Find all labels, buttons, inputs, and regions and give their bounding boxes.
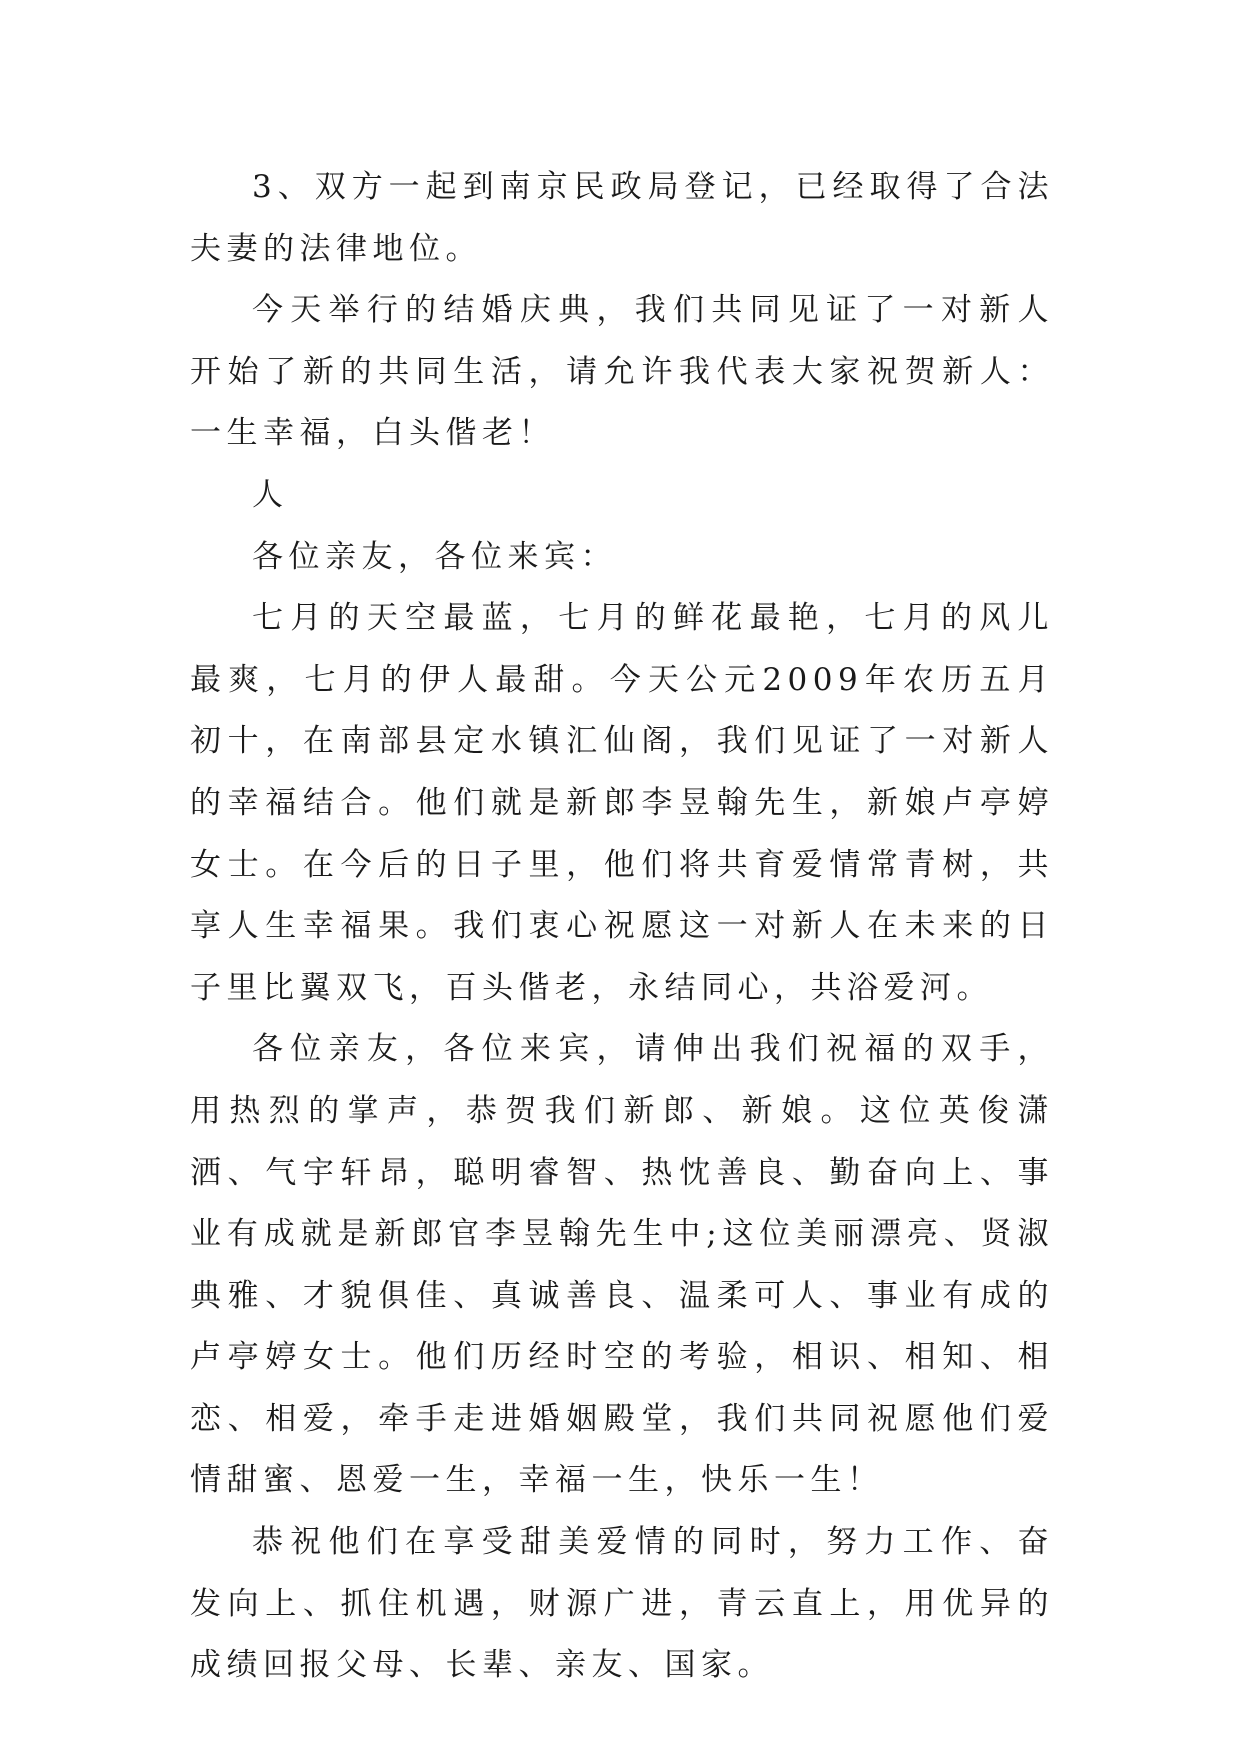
paragraph-congratulations: 各位亲友，各位来宾，请伸出我们祝福的双手，用热烈的掌声，恭贺我们新郎、新娘。这位英俊潇洒、气宇轩昂，聪明睿智、热忱善良、勤奋向上、事业有成就是新郎官李昱翰先生中;这位美丽漂亮、贤淑典雅、才貌俱佳、真诚善良、温柔可人、事业有成的卢亭婷女士。他们历经时空的考验，相识、相知、相恋、相爱，牵手走进婚姻殿堂，我们共同祝愿他们爱情甜蜜、恩爱一生，幸福一生，快乐一生！: [190, 1031, 1054, 1499]
paragraph-registration: 3、双方一起到南京民政局登记，已经取得了合法夫妻的法律地位。: [190, 169, 1054, 267]
paragraph-july: 七月的天空最蓝，七月的鲜花最艳，七月的风儿最爽，七月的伊人最甜。今天公元2009年农历五月初十，在南部县定水镇汇仙阁，我们见证了一对新人的幸福结合。他们就是新郎李昱翰先生，新娘卢亭婷女士。在今后的日子里，他们将共育爱情常青树，共享人生幸福果。我们衷心祝愿这一对新人在未来的日子里比翼双飞，百头偕老，永结同心，共浴爱河。: [190, 600, 1054, 1006]
paragraph-wishes: 恭祝他们在享受甜美爱情的同时，努力工作、奋发向上、抓住机遇，财源广进，青云直上，用优异的成绩回报父母、长辈、亲友、国家。: [190, 1524, 1054, 1684]
paragraph-salutation: 各位亲友，各位来宾：: [252, 538, 617, 575]
paragraph-heading-fragment: 人: [252, 476, 289, 513]
document-body: [190, 157, 1054, 1697]
paragraph-celebration: 今天举行的结婚庆典，我们共同见证了一对新人开始了新的共同生活，请允许我代表大家祝贺新人：一生幸福，白头偕老！: [190, 292, 1054, 452]
